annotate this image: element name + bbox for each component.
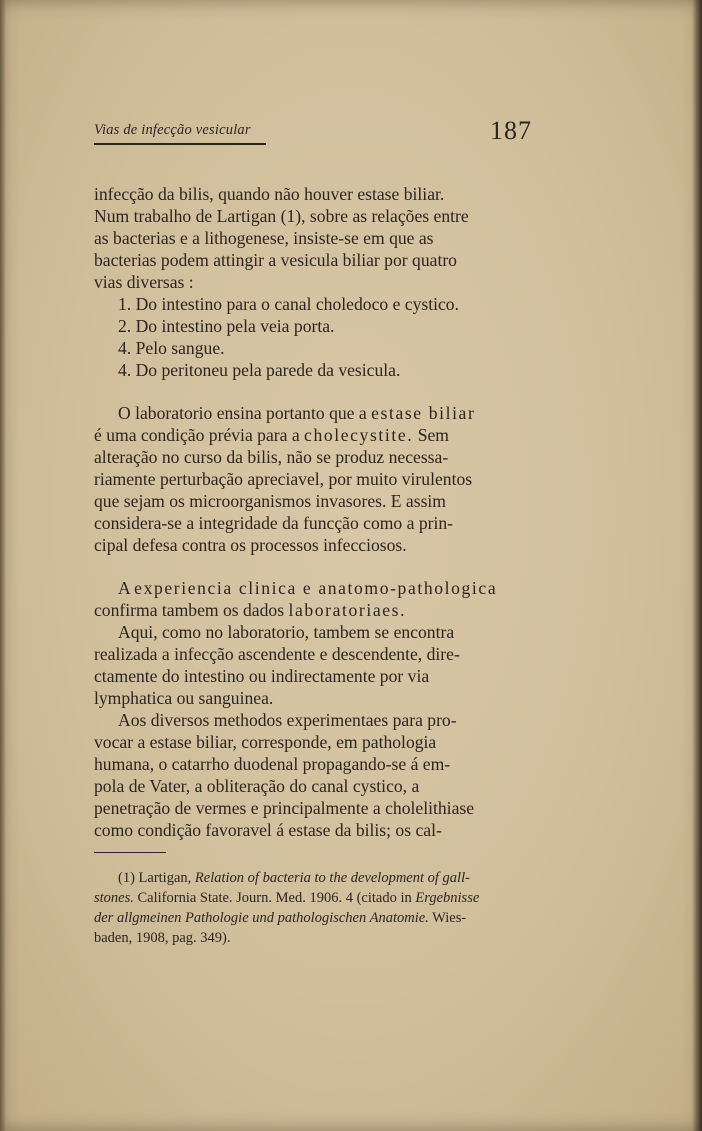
text-run: Sem <box>417 425 449 445</box>
text-line: bacterias podem attingir a vesicula biliar por quatro <box>94 250 457 270</box>
running-title: Vias de infecção vesicular <box>94 122 251 138</box>
footnote-rule <box>94 852 166 853</box>
text-line: lymphatica ou sanguinea. <box>94 688 274 708</box>
text-line: pola de Vater, a obliteração do canal cystico, a <box>94 776 420 796</box>
text-line: humana, o catarrho duodenal propagando-se á em- <box>94 754 451 774</box>
emphasis-spaced: cholecystite. <box>304 425 414 445</box>
footnote-line <box>94 868 526 888</box>
body-text <box>94 183 526 841</box>
text-line: que sejam os microorganismos invasores. E assim <box>94 491 446 511</box>
text-run: Wies- <box>432 910 467 926</box>
text-line: penetração de vermes e principalmente a cholelithiase <box>94 798 475 818</box>
header-rule <box>94 143 266 145</box>
paragraph-4 <box>94 621 526 709</box>
text-line: vocar a estase biliar, corresponde, em pathologia <box>94 732 437 752</box>
text-line: Aqui, como no laboratorio, tambem se encontra <box>118 622 455 642</box>
paragraph-3 <box>94 577 526 621</box>
text-line <box>94 402 526 424</box>
text-run: California State. Journ. Med. 1906. 4 (citado in <box>137 890 412 906</box>
numbered-list <box>94 293 526 381</box>
emphasis-spaced: laboratoriaes. <box>288 600 407 620</box>
footnote <box>94 868 526 948</box>
page-edge-left <box>0 0 6 1131</box>
text-line <box>94 599 526 621</box>
text-line: infecção da bilis, quando não houver estase biliar. <box>94 184 445 204</box>
footnote-line: baden, 1908, pag. 349). <box>94 930 231 946</box>
text-run: (1) Lartigan, <box>118 870 192 886</box>
paragraph-1 <box>94 183 526 293</box>
text-line: alteração no curso da bilis, não se produz necessa- <box>94 447 449 467</box>
italic-title: der allgmeinen Pathologie und pathologischen Anatomie. <box>94 910 429 926</box>
text-line: ctamente do intestino ou indirectamente por via <box>94 666 430 686</box>
footnote-line <box>94 888 526 908</box>
list-item: 4. Pelo sangue. <box>118 338 225 358</box>
list-item: 2. Do intestino pela veia porta. <box>118 316 335 336</box>
footnote-line <box>94 908 526 928</box>
text-line <box>94 424 526 446</box>
italic-title: Ergebnisse <box>415 890 480 906</box>
italic-title: stones. <box>94 890 134 906</box>
text-line: considera-se a integridade da funcção como a prin- <box>94 513 454 533</box>
paragraph-5 <box>94 709 526 841</box>
text-line: cipal defesa contra os processos infecciosos. <box>94 535 407 555</box>
text-line: como condição favoravel á estase da bilis; os cal- <box>94 820 442 840</box>
paragraph-2 <box>94 402 526 556</box>
text-run: A <box>118 578 130 598</box>
text-line: Num trabalho de Lartigan (1), sobre as relações entre <box>94 206 469 226</box>
text-run: confirma tambem os dados <box>94 600 285 620</box>
text-line: vias diversas : <box>94 272 194 292</box>
text-run: é uma condição prévia para a <box>94 425 300 445</box>
list-item: 1. Do intestino para o canal choledoco e cystico. <box>118 294 460 314</box>
text-line <box>94 577 526 599</box>
text-run: O laboratorio ensina portanto que a <box>118 403 367 423</box>
page-number: 187 <box>490 116 532 145</box>
emphasis-spaced: estase biliar <box>371 403 476 423</box>
text-line: Aos diversos methodos experimentaes para pro- <box>118 710 457 730</box>
list-item: 4. Do peritoneu pela parede da vesicula. <box>118 360 401 380</box>
text-line: realizada a infecção ascendente e descendente, dire- <box>94 644 460 664</box>
text-line: as bacterias e a lithogenese, insiste-se em que as <box>94 228 434 248</box>
page-edge-right <box>692 0 702 1131</box>
emphasis-spaced: experiencia clinica e anatomo-pathologica <box>134 578 498 598</box>
text-line: riamente perturbação apreciavel, por muito virulentos <box>94 469 473 489</box>
italic-title: Relation of bacteria to the development of gall- <box>194 870 470 886</box>
